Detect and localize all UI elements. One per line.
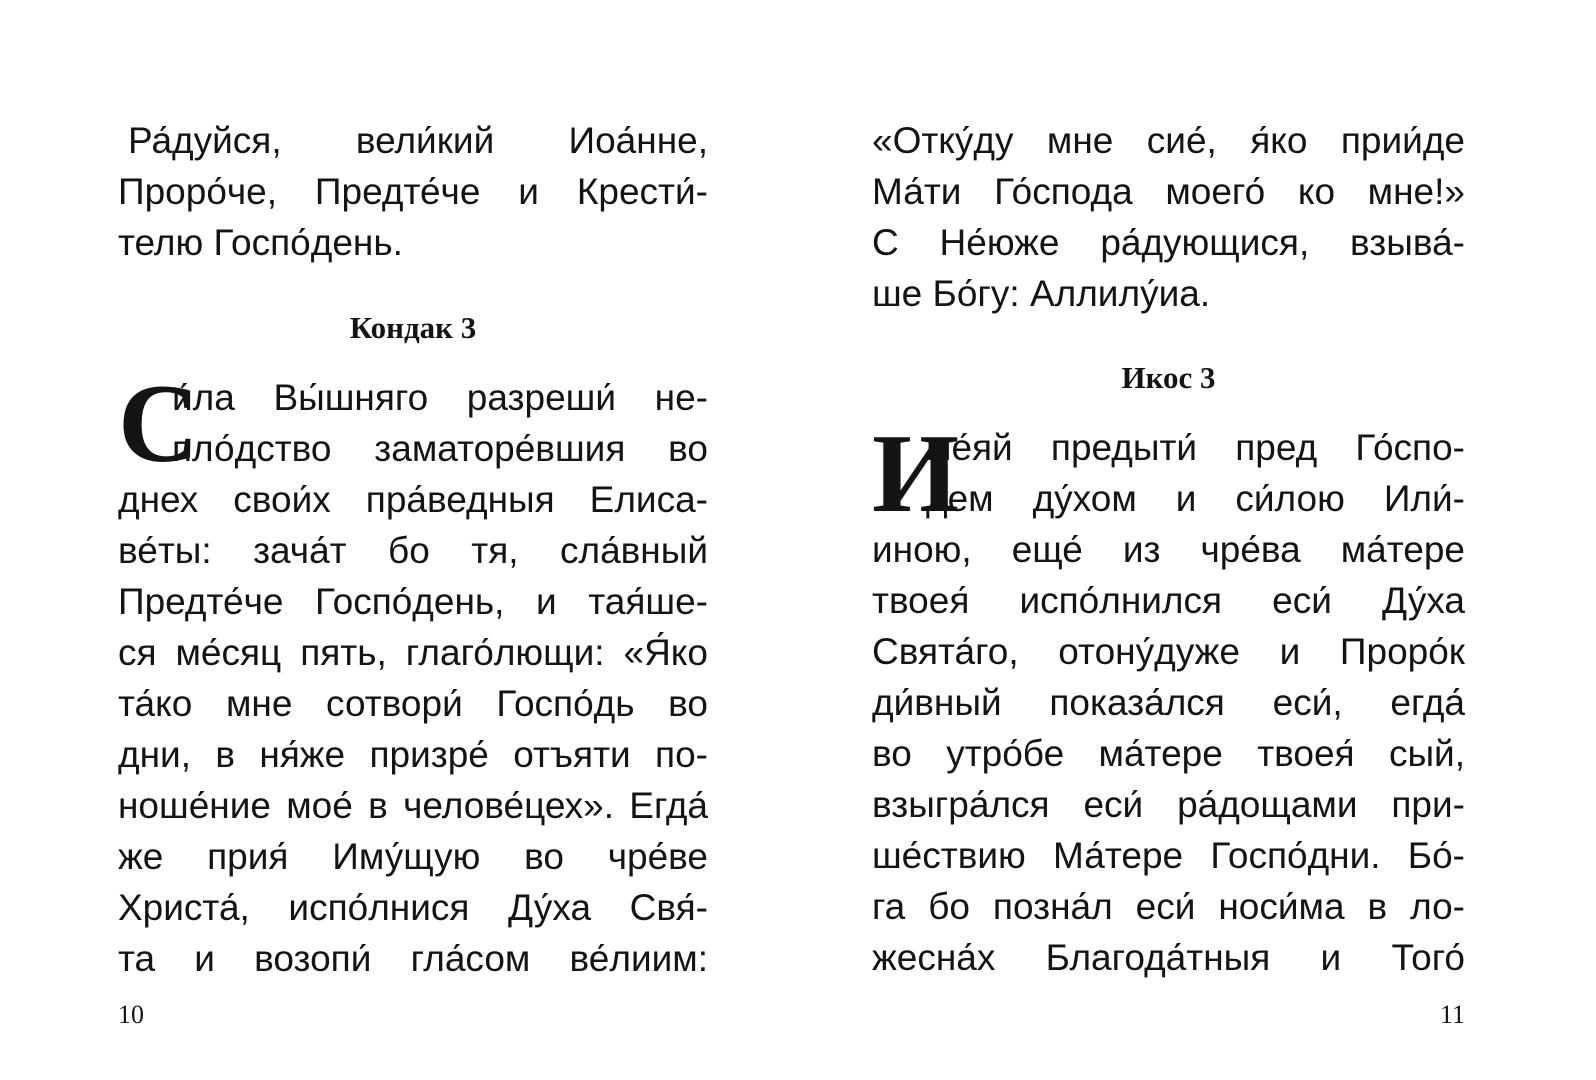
kontakion-text xyxy=(118,362,708,984)
text-line: ше Бо́гу: Аллилу́иа. xyxy=(872,273,1211,314)
text-line: ся ме́сяц пять, глаго́лющи: «Я́ко xyxy=(118,632,708,673)
text-line: во утро́бе ма́тере твоея́ сый, xyxy=(872,733,1465,774)
drop-cap: С xyxy=(118,362,199,486)
page-number: 10 xyxy=(118,1000,144,1029)
text-line: ше́ствию Ма́тере Госпо́дни. Бо́- xyxy=(872,835,1465,876)
text-line: ве́ты: зача́т бо тя, сла́вный xyxy=(118,530,708,571)
text-line: Ма́ти Го́спода моего́ ко мне!» xyxy=(872,171,1465,212)
text-line: Предте́че Госпо́день, и тая́ше- xyxy=(118,581,708,622)
kontakion-heading: Кондак 3 xyxy=(349,310,477,345)
text-line: пло́дство заматоре́вшия во xyxy=(172,428,708,469)
right-opening-paragraph xyxy=(872,115,1465,319)
left-opening-paragraph xyxy=(118,115,708,268)
text-line: Свята́го, отону́дуже и Проро́к xyxy=(872,631,1465,672)
text-line: телю Госпо́день. xyxy=(118,222,403,263)
text-line: С Не́юже ра́дующися, взыва́- xyxy=(872,222,1465,263)
left-page xyxy=(118,0,708,1080)
text-line: дни, в ня́же призре́ отъяти по- xyxy=(118,734,708,775)
text-line: Христа́, испо́лнися Ду́ха Свя́- xyxy=(118,887,708,928)
text-line: же прия́ Иму́щую во чре́ве xyxy=(118,836,708,877)
text-line: твоея́ испо́лнился еси́ Ду́ха xyxy=(872,580,1465,621)
right-page xyxy=(872,0,1465,1080)
text-line: ме́яй предыти́ пред Го́спо- xyxy=(926,427,1465,468)
drop-cap: И xyxy=(872,412,960,536)
page-number: 11 xyxy=(1439,1000,1465,1029)
text-line: ди́вный показа́лся еси́, егда́ xyxy=(872,682,1465,723)
text-line: жесна́х Благода́тныя и Того́ xyxy=(872,937,1465,978)
text-line: «Отку́ду мне сие́, я́ко прии́де xyxy=(872,120,1465,161)
ikos-heading: Икос 3 xyxy=(1121,360,1216,395)
text-line: дем ду́хом и си́лою Или́- xyxy=(926,478,1465,519)
text-line: га бо позна́л еси́ носи́ма в ло- xyxy=(872,886,1465,927)
text-line: и́ла Вы́шняго разреши́ не- xyxy=(172,377,708,418)
ikos-text xyxy=(872,412,1465,983)
text-line: иною, еще́ из чре́ва ма́тере xyxy=(872,529,1465,570)
text-line: та́ко мне сотвори́ Госпо́дь во xyxy=(118,683,708,724)
text-line: Ра́дуйся, вели́кий Иоа́нне, xyxy=(128,120,708,161)
text-line: взыгра́лся еси́ ра́дощами при- xyxy=(872,784,1465,825)
text-line: днех свои́х пра́ведныя Елиса- xyxy=(118,479,708,520)
text-line: та и возопи́ гла́сом ве́лиим: xyxy=(118,938,708,979)
text-line: ноше́ние мое́ в челове́цех». Егда́ xyxy=(118,785,708,826)
text-line: Проро́че, Предте́че и Крести́- xyxy=(118,171,708,212)
